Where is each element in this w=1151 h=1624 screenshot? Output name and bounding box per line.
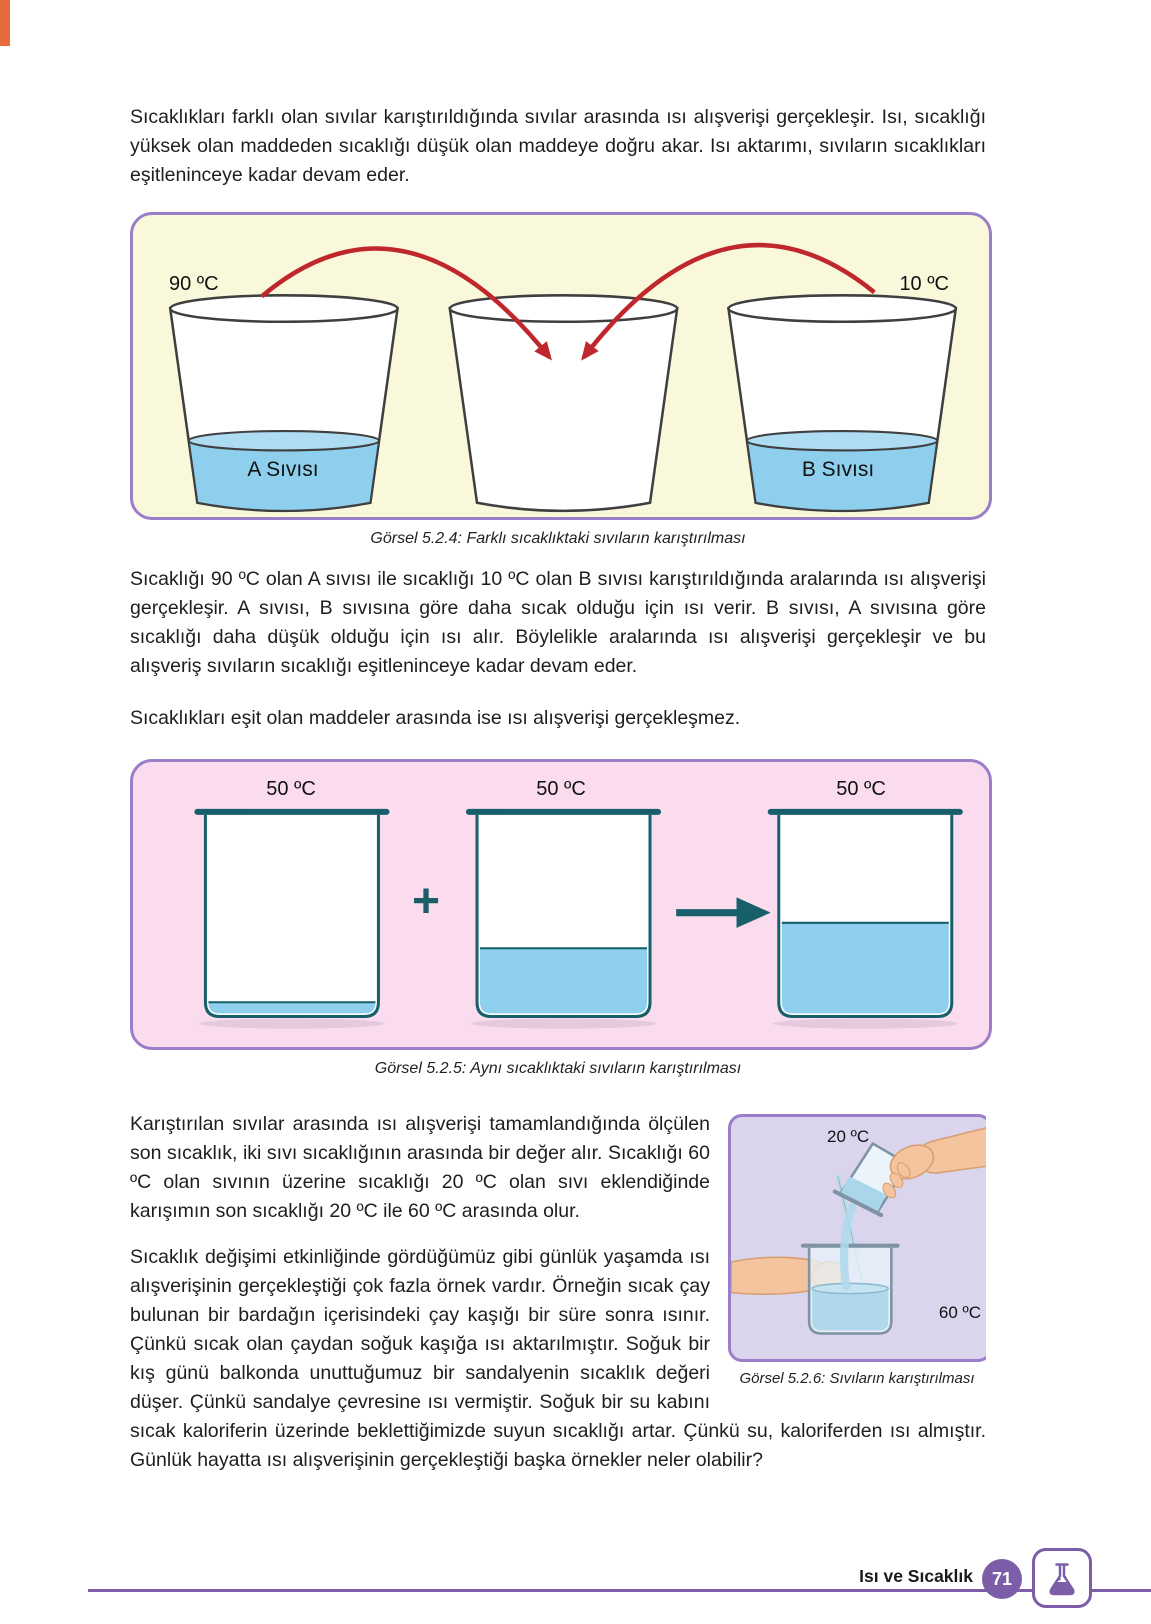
temp-label-a: 90 ºC (169, 273, 219, 295)
plus-operator: + (411, 875, 441, 928)
temp-label-b: 10 ºC (899, 273, 949, 295)
cup-empty (450, 295, 677, 511)
intro-paragraph: Sıcaklıkları farklı olan sıvılar karıştırıldığında sıvılar arasında ısı alışverişi gerçekleşir. Isı, sıcaklığı yüksek olan maddeden sıcaklığı düşük olan maddeye doğru akar. Isı aktarımı, sıvıların sıcaklıkları eşitleninceye kadar devam eder. (130, 106, 986, 186)
beaker-shadows (199, 1019, 957, 1029)
flask-icon (1032, 1548, 1092, 1608)
figure-5-2-6-container (728, 1114, 986, 1387)
figure-5-2-4 (130, 212, 992, 520)
temp-label-poured: 20 ºC (827, 1127, 870, 1146)
result-arrow-icon (676, 897, 771, 928)
same-temp-mixing-illustration (133, 762, 989, 1047)
figure-5-2-6-caption: Görsel 5.2.6: Sıvıların karıştırılması (739, 1370, 975, 1387)
beaker-2 (469, 812, 658, 1017)
liquid-a-label: A Sıvısı (247, 458, 319, 481)
temp-label-beaker-3: 50 ºC (836, 778, 886, 800)
temp-label-beaker-2: 50 ºC (536, 778, 586, 800)
temp-label-receiving: 60 ºC (938, 1303, 981, 1322)
temp-label-beaker-1: 50 ºC (266, 778, 316, 800)
mixing-section (130, 1110, 986, 1475)
page-content (130, 0, 986, 1475)
liquid-b-label: B Sıvısı (801, 458, 875, 481)
beaker-1 (197, 812, 386, 1017)
paragraph-equal-temps: Sıcaklıkları eşit olan maddeler arasında ise ısı alışverişi gerçekleşmez. (130, 707, 741, 729)
flask-icon-glyph (1042, 1558, 1082, 1598)
page-corner-decoration (0, 0, 10, 46)
lower-beaker (803, 1246, 898, 1334)
page-number-badge: 71 (982, 1559, 1022, 1599)
paragraph-daily-examples: Sıcaklık değişimi etkinliğinde gördüğümüz gibi günlük yaşamda ısı alışverişinin gerçekleştiği çok fazla örnek vardır. Örneğin sıcak çay bulunan bir bardağın içerisindeki çay kaşığı bir süre sonra ısınır. Çünkü sıcak olan çaydan soğuk kaşığa ısı aktarılmıştır. Soğuk bir kış günü balkonda unuttuğumuz bir sandalyenin sıcaklık değeri düşer. Çünkü sandalye çevresine ısı vermiştir. Soğuk bir su kabını sıcak kaloriferin üzerinde beklettiğimizde suyun sıcaklığı artar. Çünkü su, kaloriferden ısı almıştır. Günlük hayatta ısı alışverişinin gerçekleştiği başka örnekler neler olabilir? (130, 1246, 986, 1471)
figure-5-2-5-caption: Görsel 5.2.5: Aynı sıcaklıktaki sıvıların karıştırılması (374, 1060, 742, 1077)
figure-5-2-5 (130, 759, 992, 1050)
beaker-3 (771, 812, 960, 1017)
paragraph-final-temp: Karıştırılan sıvılar arasında ısı alışverişi tamamlandığında ölçülen son sıcaklık, iki sıvı sıcaklığının arasında bir değer alır. Sıcaklığı 60 ºC olan sıvının üzerine sıcaklığı 20 ºC olan sıvı eklendiğinde karışımın son sıcaklığı 20 ºC ile 60 ºC arasında olur. (130, 1113, 710, 1222)
figure-5-2-4-caption: Görsel 5.2.4: Farklı sıcaklıktaki sıvıların karıştırılması (370, 530, 746, 547)
chapter-title: Isı ve Sıcaklık (859, 1566, 973, 1586)
paragraph-heat-exchange: Sıcaklığı 90 ºC olan A sıvısı ile sıcaklığı 10 ºC olan B sıvısı karıştırıldığında aralarında ısı alışverişi gerçekleşir. A sıvısı, B sıvısına göre daha sıcak olduğu için ısı verir. B sıvısı, A sıvısına göre sıcaklığı daha düşük olduğu için ısı alır. Böylelikle aralarında ısı alışverişi gerçekleşir ve bu alışveriş sıvıların sıcaklığı eşitleninceye kadar devam eder. (130, 568, 986, 677)
figure-5-2-6 (728, 1114, 986, 1362)
